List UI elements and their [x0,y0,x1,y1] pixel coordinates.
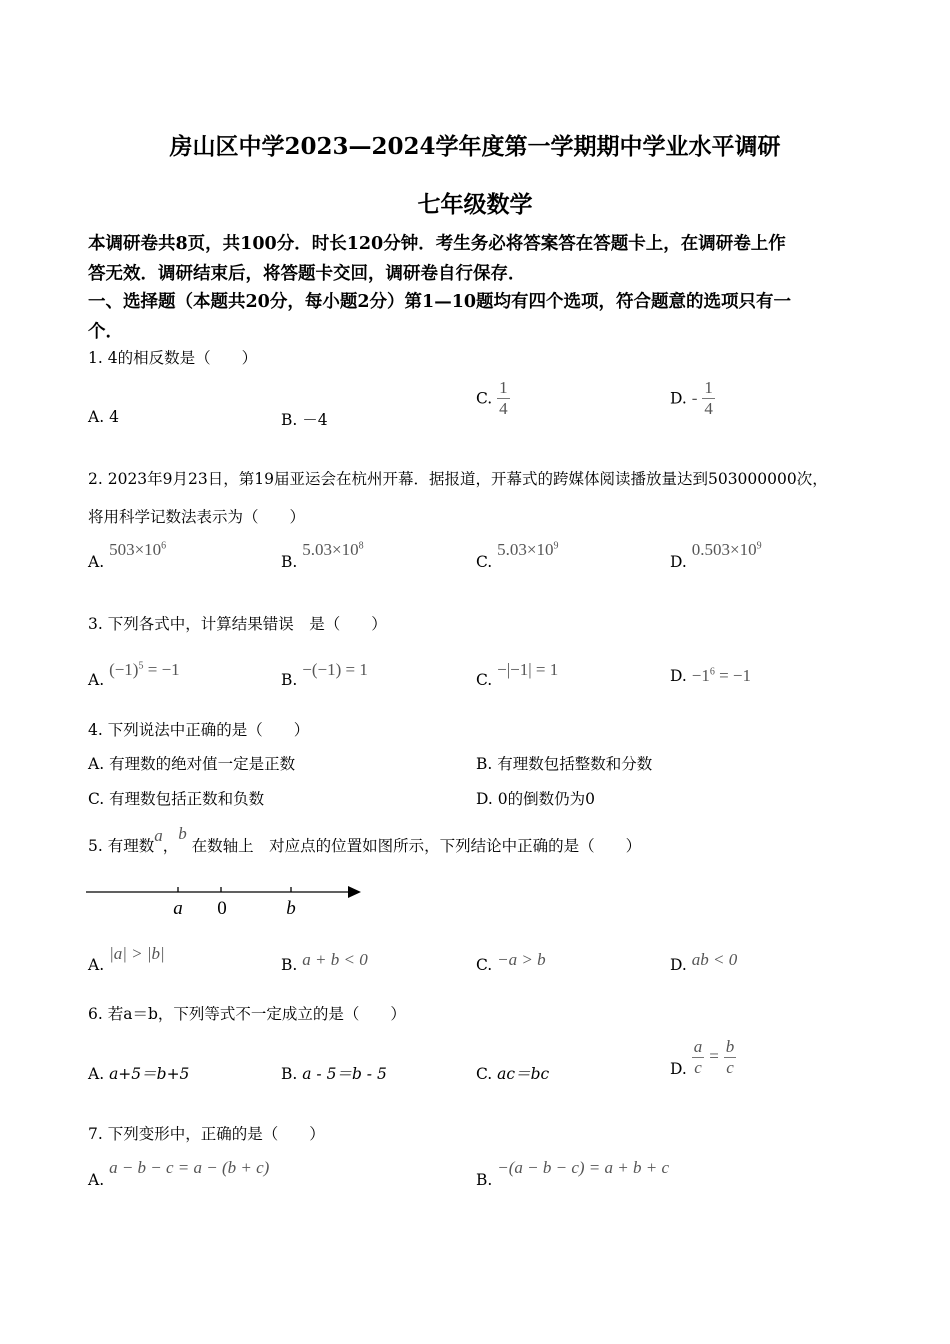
question-2-stem-line-1: 2. 2023年9月23日，第19届亚运会在杭州开幕．据报道，开幕式的跨媒体阅读播放量达到503000000次， [88,470,828,488]
question-4-stem: 4. 下列说法中正确的是（ ） [88,721,310,739]
q1-d-fraction: $\frac{1}{4}$ [704,378,713,418]
q6-option-a: A. a+5＝b+5 [88,1065,190,1083]
axis-label-zero: 0 [217,898,227,919]
q7-option-a: A. a − b − c = a − (b + c) [88,1158,270,1189]
q2-option-b: B. $5.03\times 10^8$ [281,540,364,571]
intro-line-2: 答无效．调研结束后，将答题卡交回，调研卷自行保存． [88,264,526,284]
q6-option-d: D. $\frac{a}{c}$ = $\frac{b}{c}$ [670,1037,735,1078]
question-7-stem: 7. 下列变形中，正确的是（ ） [88,1125,325,1143]
question-2-stem-line-2: 将用科学记数法表示为（ ） [88,508,306,526]
question-1-stem: 1. 4的相反数是（ ） [88,349,258,367]
intro-line-1: 本调研卷共8页，共100分．时长120分钟．考生务必将答案答在答题卡上，在调研卷上作 [88,234,786,254]
q2-option-c: C. $5.03\times 10^9$ [476,540,559,571]
q1-option-d: D. - $\frac{1}{4}$ [670,378,713,418]
q3-option-d: D. $-1^6 = -1$ [670,666,752,685]
page-title: 房山区中学2023—2024学年度第一学期期中学业水平调研 [169,133,781,160]
section-heading-line-1: 一、选择题（本题共20分，每小题2分）第1—10题均有四个选项，符合题意的选项只有一 [88,292,792,312]
q7-option-b: B. −(a − b − c) = a + b + c [476,1158,670,1189]
q5-option-a: A. |a| > |b| [88,944,165,974]
q5-option-b: B. a + b < 0 [281,950,368,974]
q1-option-b: B. －4 [281,411,328,429]
question-6-stem: 6. 若a＝b，下列等式不一定成立的是（ ） [88,1005,406,1023]
q3-option-c: C. −|−1| = 1 [476,660,559,689]
q4-option-c: C. 有理数包括正数和负数 [88,790,265,808]
q5-option-c: C. −a > b [476,950,546,974]
q4-option-a: A. 有理数的绝对值一定是正数 [88,755,296,773]
number-line-arrow-icon [348,886,361,898]
axis-label-b: b [286,898,296,919]
q4-option-b: B. 有理数包括整数和分数 [476,755,653,773]
q1-c-fraction: $\frac{1}{4}$ [499,378,508,418]
question-5-stem: 5. 有理数a，b 在数轴上 对应点的位置如图所示，下列结论中正确的是（ ） [88,824,642,855]
number-line-figure [80,875,380,925]
section-heading-line-2: 个． [88,322,123,342]
q2-option-a: A. $503\times 10^6$ [88,540,167,571]
question-3-stem: 3. 下列各式中，计算结果错误 是（ ） [88,615,387,633]
q6-option-b: B. a - 5＝b - 5 [281,1065,387,1083]
page-subtitle: 七年级数学 [417,191,533,218]
q3-option-b: B. −(−1) = 1 [281,660,368,689]
axis-label-a: a [173,898,183,919]
q3-option-a: A. $(-1)^5 = -1$ [88,660,180,689]
q6-option-c: C. ac＝bc [476,1065,550,1083]
q5-option-d: D. ab < 0 [670,950,738,974]
q1-option-a: A. 4 [88,408,119,426]
q1-option-c: C. $\frac{1}{4}$ [476,378,508,418]
q2-option-d: D. $0.503\times 10^9$ [670,540,762,571]
q4-option-d: D. 0的倒数仍为0 [476,790,595,808]
